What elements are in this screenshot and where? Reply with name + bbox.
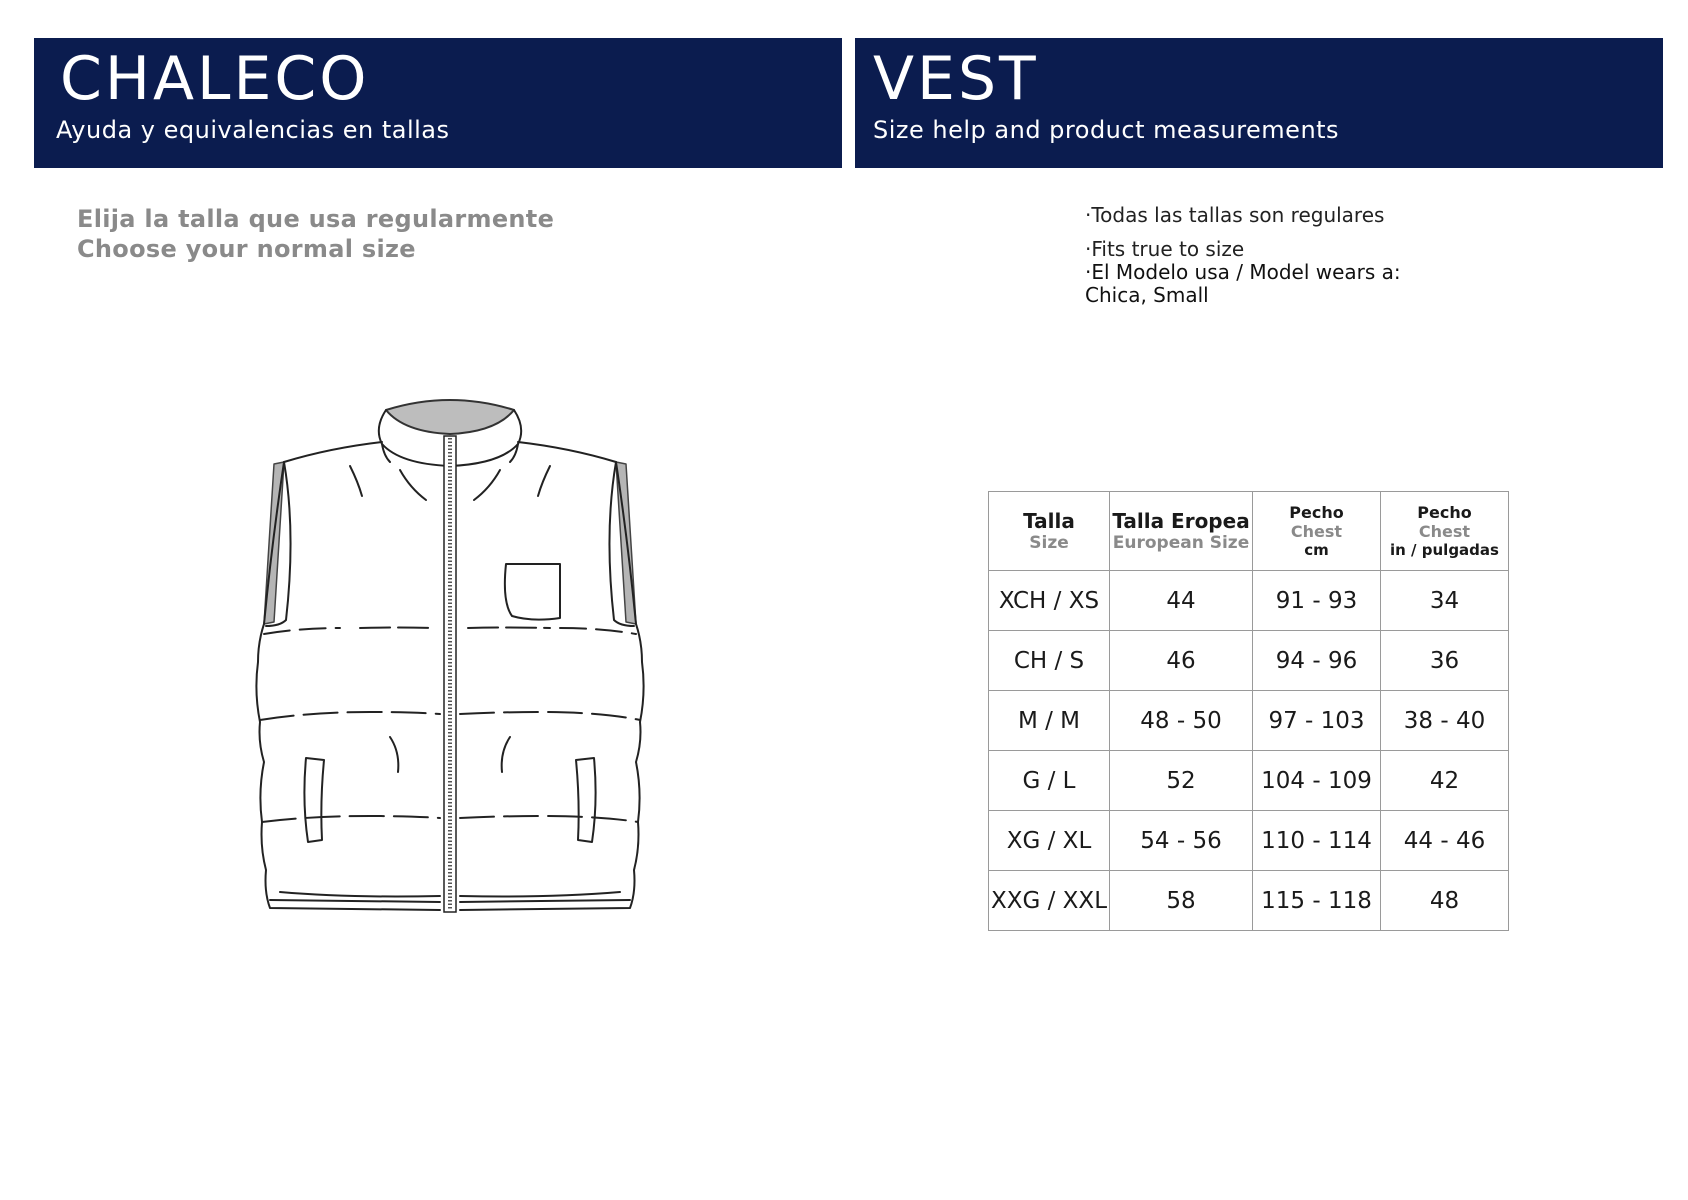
- eu-size-cell: 52: [1110, 751, 1253, 811]
- chest-cm-cell: 97 - 103: [1253, 691, 1381, 751]
- chest-cm-cell: 110 - 114: [1253, 811, 1381, 871]
- page-title-es: CHALECO: [60, 44, 370, 114]
- header-chest-cm: Pecho Chest cm: [1253, 492, 1381, 571]
- eu-size-cell: 46: [1110, 631, 1253, 691]
- table-row: [989, 751, 1509, 811]
- table-row: [989, 631, 1509, 691]
- chest-cm-cell: 104 - 109: [1253, 751, 1381, 811]
- size-table: [988, 491, 1509, 931]
- note-regular-sizes: ·Todas las tallas son regulares: [1085, 203, 1385, 227]
- size-cell: G / L: [989, 751, 1110, 811]
- choose-size-text: [77, 204, 554, 264]
- size-cell: XCH / XS: [989, 571, 1110, 631]
- table-row: [989, 571, 1509, 631]
- page-title-en: VEST: [873, 44, 1039, 114]
- header-size: Talla Size: [989, 492, 1110, 571]
- eu-size-cell: 44: [1110, 571, 1253, 631]
- note-fits-true: ·Fits true to size: [1085, 237, 1245, 261]
- chest-in-cell: 38 - 40: [1381, 691, 1509, 751]
- choose-line-en: Choose your normal size: [77, 235, 416, 263]
- table-row: [989, 811, 1509, 871]
- table-header-row: [989, 492, 1509, 571]
- size-cell: XG / XL: [989, 811, 1110, 871]
- chest-cm-cell: 91 - 93: [1253, 571, 1381, 631]
- note-model-wears: ·El Modelo usa / Model wears a:: [1085, 260, 1401, 284]
- table-row: [989, 871, 1509, 931]
- eu-size-cell: 54 - 56: [1110, 811, 1253, 871]
- chest-in-cell: 44 - 46: [1381, 811, 1509, 871]
- vest-illustration: [250, 392, 650, 932]
- chest-in-cell: 34: [1381, 571, 1509, 631]
- size-cell: M / M: [989, 691, 1110, 751]
- header-chest-in: Pecho Chest in / pulgadas: [1381, 492, 1509, 571]
- page-subtitle-es: Ayuda y equivalencias en tallas: [56, 116, 450, 144]
- header-banner-es: [34, 38, 842, 168]
- size-cell: CH / S: [989, 631, 1110, 691]
- chest-in-cell: 42: [1381, 751, 1509, 811]
- eu-size-cell: 48 - 50: [1110, 691, 1253, 751]
- size-cell: XXG / XXL: [989, 871, 1110, 931]
- header-european-size: Talla Eropea European Size: [1110, 492, 1253, 571]
- fit-notes: [1085, 204, 1401, 307]
- choose-line-es: Elija la talla que usa regularmente: [77, 205, 555, 233]
- page-subtitle-en: Size help and product measurements: [873, 116, 1340, 144]
- chest-cm-cell: 94 - 96: [1253, 631, 1381, 691]
- chest-cm-cell: 115 - 118: [1253, 871, 1381, 931]
- header-banner-en: [855, 38, 1663, 168]
- eu-size-cell: 58: [1110, 871, 1253, 931]
- chest-in-cell: 36: [1381, 631, 1509, 691]
- note-model-size: Chica, Small: [1085, 283, 1209, 307]
- table-row: [989, 691, 1509, 751]
- chest-in-cell: 48: [1381, 871, 1509, 931]
